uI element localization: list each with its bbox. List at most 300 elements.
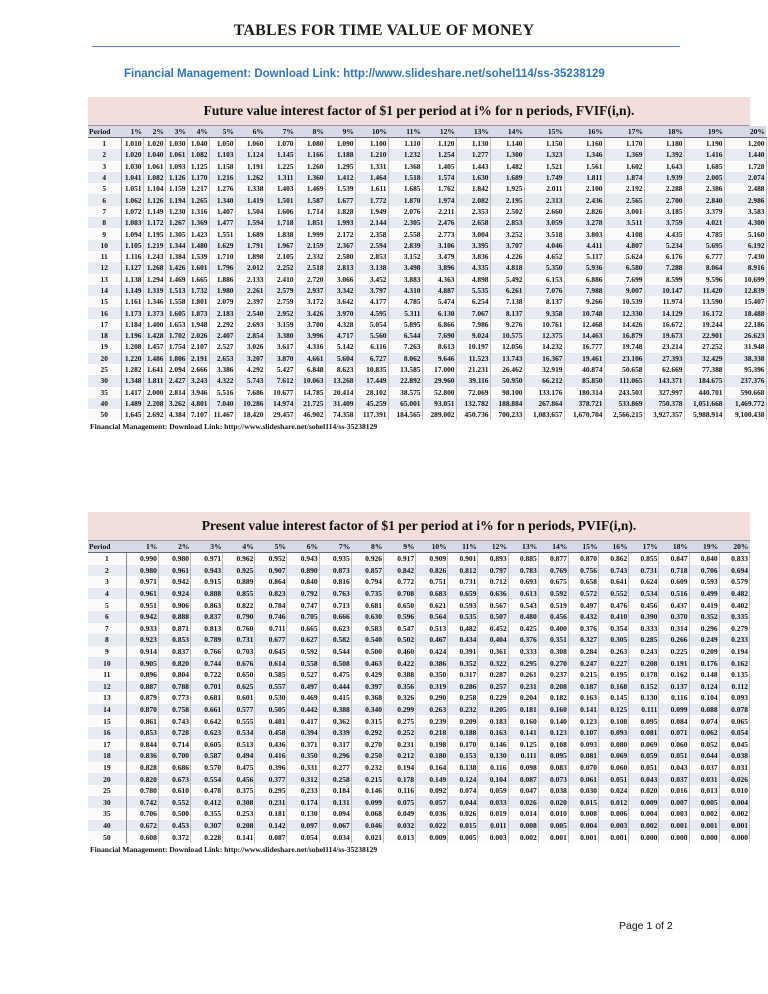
factor-cell: 1.282 — [121, 364, 143, 375]
factor-cell: 17.000 — [422, 364, 456, 375]
table-row — [88, 375, 766, 386]
factor-cell: 1.925 — [490, 183, 524, 194]
factor-cell: 2.292 — [209, 319, 235, 330]
factor-cell: 3.172 — [295, 296, 325, 307]
factor-cell: 26.462 — [490, 364, 524, 375]
factor-cell: 98.100 — [490, 387, 524, 398]
period-cell: 8 — [88, 217, 121, 228]
factor-cell: 0.889 — [223, 576, 255, 588]
factor-cell: 0.863 — [191, 599, 223, 611]
factor-cell: 7.288 — [644, 262, 684, 273]
factor-cell: 0.339 — [319, 727, 351, 739]
factor-cell: 5.427 — [265, 364, 295, 375]
factor-cell: 0.160 — [508, 715, 538, 727]
factor-cell: 1.967 — [265, 240, 295, 251]
factor-cell: 3.026 — [235, 341, 265, 352]
factor-cell: 0.001 — [689, 820, 719, 832]
factor-cell: 1.230 — [165, 206, 187, 217]
factor-cell: 0.508 — [319, 657, 351, 669]
factor-cell: 1.749 — [524, 172, 564, 183]
factor-cell: 533.869 — [604, 398, 644, 409]
factor-cell: 0.098 — [508, 762, 538, 774]
factor-cell: 1.100 — [355, 138, 388, 150]
factor-cell: 0.087 — [508, 773, 538, 785]
factor-cell: 0.906 — [158, 599, 190, 611]
factor-cell: 0.104 — [689, 692, 719, 704]
factor-cell: 0.735 — [351, 588, 383, 600]
factor-cell: 1.208 — [121, 341, 143, 352]
factor-cell: 0.191 — [659, 657, 689, 669]
factor-cell: 7.076 — [524, 285, 564, 296]
factor-cell: 0.593 — [689, 576, 719, 588]
factor-cell: 85.850 — [564, 375, 604, 386]
factor-cell: 4.316 — [295, 341, 325, 352]
factor-cell: 1.440 — [724, 149, 766, 160]
factor-cell: 0.125 — [508, 739, 538, 751]
factor-cell: 1.348 — [121, 375, 143, 386]
factor-cell: 1.806 — [165, 353, 187, 364]
factor-cell: 23.106 — [604, 353, 644, 364]
factor-cell: 0.052 — [689, 739, 719, 751]
factor-cell: 0.111 — [508, 750, 538, 762]
factor-cell: 3.642 — [325, 296, 355, 307]
factor-cell: 0.658 — [568, 576, 598, 588]
factor-cell: 0.232 — [448, 704, 478, 716]
factor-cell: 0.887 — [126, 681, 158, 693]
factor-cell: 0.890 — [287, 565, 319, 577]
factor-cell: 2.854 — [235, 330, 265, 341]
factor-cell: 0.907 — [255, 565, 287, 577]
table-row — [88, 588, 750, 600]
factor-cell: 0.820 — [126, 773, 158, 785]
factor-cell: 46.902 — [295, 409, 325, 420]
factor-cell: 0.112 — [719, 681, 749, 693]
factor-cell: 1.842 — [456, 183, 490, 194]
table-row — [88, 785, 750, 797]
fvif-table — [88, 126, 767, 420]
factor-cell: 5.492 — [490, 274, 524, 285]
table-row — [88, 762, 750, 774]
factor-cell: 0.045 — [719, 739, 749, 751]
factor-cell: 1.417 — [121, 387, 143, 398]
factor-cell: 50.950 — [490, 375, 524, 386]
factor-cell: 0.429 — [351, 669, 383, 681]
factor-cell: 2.159 — [295, 240, 325, 251]
factor-cell: 7.699 — [604, 274, 644, 285]
period-cell: 5 — [88, 183, 121, 194]
factor-cell: 1.873 — [187, 307, 209, 318]
factor-cell: 39.116 — [456, 375, 490, 386]
factor-cell: 0.270 — [351, 739, 383, 751]
factor-cell: 14.463 — [564, 330, 604, 341]
factor-cell: 2.436 — [564, 194, 604, 205]
table-row — [88, 820, 750, 832]
factor-cell: 2.840 — [684, 194, 724, 205]
table-row — [88, 553, 750, 565]
period-cell: 25 — [88, 785, 126, 797]
factor-cell: 0.022 — [416, 820, 448, 832]
factor-cell: 27.393 — [644, 353, 684, 364]
factor-cell: 0.002 — [508, 831, 538, 843]
factor-cell: 0.135 — [719, 669, 749, 681]
factor-cell: 0.009 — [416, 831, 448, 843]
factor-cell: 2.100 — [564, 183, 604, 194]
table-row — [88, 727, 750, 739]
factor-cell: 0.864 — [255, 576, 287, 588]
factor-cell: 0.713 — [319, 599, 351, 611]
factor-cell: 12.056 — [490, 341, 524, 352]
factor-cell: 1.513 — [165, 285, 187, 296]
factor-cell: 0.636 — [478, 588, 508, 600]
factor-cell: 7.263 — [388, 341, 422, 352]
factor-cell: 0.228 — [191, 831, 223, 843]
factor-cell: 0.797 — [478, 565, 508, 577]
factor-cell: 0.296 — [689, 623, 719, 635]
factor-cell: 1.643 — [644, 161, 684, 172]
factor-cell: 0.530 — [255, 692, 287, 704]
rate-column-header: 16% — [599, 541, 629, 553]
factor-cell: 1.754 — [165, 341, 187, 352]
factor-cell: 0.148 — [689, 669, 719, 681]
factor-cell: 1.170 — [604, 138, 644, 150]
factor-cell: 0.714 — [158, 739, 190, 751]
factor-cell: 0.436 — [255, 739, 287, 751]
factor-cell: 1.974 — [422, 194, 456, 205]
factor-cell: 5.535 — [456, 285, 490, 296]
factor-cell: 2.814 — [165, 387, 187, 398]
factor-cell: 2.720 — [295, 274, 325, 285]
factor-cell: 0.933 — [126, 623, 158, 635]
factor-cell: 0.552 — [599, 588, 629, 600]
rate-column-header: 17% — [629, 541, 659, 553]
factor-cell: 0.116 — [659, 692, 689, 704]
factor-cell: 9.276 — [490, 319, 524, 330]
factor-cell: 0.060 — [659, 739, 689, 751]
factor-cell: 0.434 — [448, 634, 478, 646]
factor-cell: 0.044 — [448, 796, 478, 808]
factor-cell: 10.539 — [604, 296, 644, 307]
factor-cell: 1.407 — [209, 206, 235, 217]
factor-cell: 0.312 — [287, 773, 319, 785]
factor-cell: 0.905 — [126, 657, 158, 669]
factor-cell: 8.064 — [684, 262, 724, 273]
factor-cell: 0.926 — [351, 553, 383, 565]
factor-cell: 15.407 — [724, 296, 766, 307]
factor-cell: 0.942 — [158, 576, 190, 588]
factor-cell: 0.453 — [158, 820, 190, 832]
factor-cell: 0.564 — [416, 611, 448, 623]
factor-cell: 0.673 — [158, 773, 190, 785]
download-link-line[interactable]: Financial Management: Download Link: http://www.slideshare.net/sohel114/ss-35238129 — [124, 68, 605, 80]
factor-cell: 6.153 — [524, 274, 564, 285]
factor-cell: 0.073 — [538, 773, 568, 785]
factor-cell: 1.103 — [209, 149, 235, 160]
factor-cell: 0.184 — [319, 785, 351, 797]
factor-cell: 4.595 — [355, 307, 388, 318]
factor-cell: 50.658 — [604, 364, 644, 375]
factor-cell: 0.705 — [287, 611, 319, 623]
factor-cell: 0.708 — [383, 588, 415, 600]
factor-cell: 2.773 — [422, 228, 456, 239]
period-cell: 1 — [88, 138, 121, 150]
factor-cell: 0.194 — [719, 646, 749, 658]
factor-cell: 0.497 — [287, 681, 319, 693]
factor-cell: 0.071 — [659, 727, 689, 739]
rate-column-header: 20% — [724, 126, 766, 138]
factor-cell: 2.666 — [187, 364, 209, 375]
factor-cell: 0.535 — [448, 611, 478, 623]
factor-cell: 2.105 — [265, 251, 295, 262]
factor-cell: 2.759 — [265, 296, 295, 307]
factor-cell: 1.718 — [265, 217, 295, 228]
table-row — [88, 657, 750, 669]
period-column-header: Period — [88, 541, 126, 553]
factor-cell: 0.308 — [538, 646, 568, 658]
factor-cell: 0.961 — [158, 565, 190, 577]
factor-cell: 0.500 — [158, 808, 190, 820]
factor-cell: 0.896 — [126, 669, 158, 681]
factor-cell: 2.692 — [143, 409, 165, 420]
factor-cell: 3.252 — [490, 228, 524, 239]
factor-cell: 0.990 — [126, 553, 158, 565]
factor-cell: 0.857 — [351, 565, 383, 577]
period-cell: 30 — [88, 375, 121, 386]
factor-cell: 1,670.704 — [564, 409, 604, 420]
factor-cell: 6.544 — [388, 330, 422, 341]
table-row — [88, 715, 750, 727]
factor-cell: 2.074 — [724, 172, 766, 183]
factor-cell: 1.172 — [143, 217, 165, 228]
factor-cell: 289.002 — [422, 409, 456, 420]
factor-cell: 0.292 — [351, 727, 383, 739]
factor-cell: 0.621 — [416, 599, 448, 611]
period-cell: 13 — [88, 274, 121, 285]
factor-cell: 1.276 — [209, 183, 235, 194]
factor-cell: 0.613 — [508, 588, 538, 600]
factor-cell: 10.835 — [355, 364, 388, 375]
factor-cell: 0.002 — [719, 808, 749, 820]
table-row — [88, 773, 750, 785]
factor-cell: 1.127 — [121, 262, 143, 273]
factor-cell: 1.072 — [121, 206, 143, 217]
factor-cell: 0.694 — [719, 565, 749, 577]
factor-cell: 4.661 — [295, 353, 325, 364]
period-cell: 40 — [88, 820, 126, 832]
factor-cell: 3.278 — [564, 217, 604, 228]
factor-cell: 2.358 — [355, 228, 388, 239]
factor-cell: 45.259 — [355, 398, 388, 409]
factor-cell: 19.244 — [684, 319, 724, 330]
factor-cell: 1.090 — [325, 138, 355, 150]
factor-cell: 21.725 — [295, 398, 325, 409]
factor-cell: 0.307 — [191, 820, 223, 832]
factor-cell: 0.836 — [126, 750, 158, 762]
factor-cell: 3.707 — [490, 240, 524, 251]
factor-cell: 0.296 — [319, 750, 351, 762]
factor-cell: 0.701 — [191, 681, 223, 693]
factor-cell: 1.611 — [355, 183, 388, 194]
factor-cell: 133.176 — [524, 387, 564, 398]
factor-cell: 1.020 — [143, 138, 165, 150]
factor-cell: 1.886 — [209, 274, 235, 285]
factor-cell: 2.079 — [209, 296, 235, 307]
factor-cell: 3.004 — [456, 228, 490, 239]
factor-cell: 1.689 — [235, 228, 265, 239]
factor-cell: 0.391 — [448, 646, 478, 658]
factor-cell: 0.116 — [383, 785, 415, 797]
factor-cell: 0.054 — [719, 727, 749, 739]
factor-cell: 1.939 — [644, 172, 684, 183]
factor-cell: 0.099 — [659, 704, 689, 716]
rate-column-header: 4% — [187, 126, 209, 138]
factor-cell: 0.871 — [158, 623, 190, 635]
factor-cell: 17.449 — [355, 375, 388, 386]
factor-cell: 74.358 — [325, 409, 355, 420]
factor-cell: 0.587 — [191, 750, 223, 762]
factor-cell: 0.376 — [568, 623, 598, 635]
factor-cell: 0.592 — [287, 646, 319, 658]
factor-cell: 0.030 — [568, 785, 598, 797]
factor-cell: 0.971 — [191, 553, 223, 565]
factor-cell: 0.057 — [416, 796, 448, 808]
factor-cell: 2.693 — [235, 319, 265, 330]
factor-cell: 0.924 — [158, 588, 190, 600]
factor-cell: 10.677 — [265, 387, 295, 398]
factor-cell: 4.177 — [355, 296, 388, 307]
factor-cell: 0.623 — [319, 623, 351, 635]
factor-cell: 1.346 — [564, 149, 604, 160]
factor-cell: 2.313 — [524, 194, 564, 205]
factor-cell: 0.661 — [191, 704, 223, 716]
factor-cell: 9.646 — [422, 353, 456, 364]
factor-cell: 0.095 — [538, 750, 568, 762]
table-row — [88, 623, 750, 635]
factor-cell: 2.594 — [355, 240, 388, 251]
factor-cell: 5.142 — [325, 341, 355, 352]
table-row — [88, 565, 750, 577]
rate-column-header: 15% — [524, 126, 564, 138]
factor-cell: 0.317 — [319, 739, 351, 751]
factor-cell: 0.181 — [255, 808, 287, 820]
factor-cell: 0.037 — [689, 762, 719, 774]
table-row — [88, 796, 750, 808]
factor-cell: 2.658 — [456, 217, 490, 228]
factor-cell: 0.570 — [191, 762, 223, 774]
factor-cell: 6.777 — [684, 251, 724, 262]
factor-cell: 0.552 — [158, 796, 190, 808]
factor-cell: 0.287 — [478, 669, 508, 681]
factor-cell: 3.066 — [325, 274, 355, 285]
factor-cell: 0.130 — [287, 808, 319, 820]
factor-cell: 29.457 — [265, 409, 295, 420]
factor-cell: 1.602 — [604, 161, 644, 172]
factor-cell: 0.558 — [287, 657, 319, 669]
factor-cell: 3.262 — [165, 398, 187, 409]
factor-cell: 1.949 — [355, 206, 388, 217]
factor-cell: 3.511 — [604, 217, 644, 228]
table-row — [88, 296, 766, 307]
factor-cell: 0.012 — [599, 796, 629, 808]
factor-cell: 0.500 — [351, 646, 383, 658]
table-row — [88, 398, 766, 409]
factor-cell: 1.130 — [456, 138, 490, 150]
factor-cell: 0.527 — [287, 669, 319, 681]
factor-cell: 1.050 — [209, 138, 235, 150]
factor-cell: 1.587 — [295, 194, 325, 205]
factor-cell: 29.960 — [422, 375, 456, 386]
factor-cell: 14.974 — [265, 398, 295, 409]
factor-cell: 3.583 — [724, 206, 766, 217]
factor-cell: 2.305 — [388, 217, 422, 228]
factor-cell: 0.677 — [255, 634, 287, 646]
factor-cell: 3.970 — [325, 307, 355, 318]
factor-cell: 0.308 — [223, 796, 255, 808]
factor-cell: 0.233 — [719, 634, 749, 646]
factor-cell: 0.036 — [416, 808, 448, 820]
factor-cell: 3.380 — [265, 330, 295, 341]
factor-cell: 1.594 — [235, 217, 265, 228]
factor-cell: 0.567 — [478, 599, 508, 611]
table-row — [88, 307, 766, 318]
factor-cell: 0.093 — [719, 692, 749, 704]
rate-column-header: 13% — [508, 541, 538, 553]
page-title: TABLES FOR TIME VALUE OF MONEY — [233, 22, 535, 39]
factor-cell: 11.974 — [644, 296, 684, 307]
period-cell: 6 — [88, 194, 121, 205]
factor-cell: 0.816 — [319, 576, 351, 588]
factor-cell: 0.130 — [629, 692, 659, 704]
factor-cell: 0.675 — [538, 576, 568, 588]
table-row — [88, 576, 750, 588]
factor-cell: 0.582 — [319, 634, 351, 646]
factor-cell: 0.299 — [383, 704, 415, 716]
factor-cell: 0.475 — [319, 669, 351, 681]
factor-cell: 1.125 — [187, 161, 209, 172]
rate-column-header: 14% — [538, 541, 568, 553]
factor-cell: 2.133 — [235, 274, 265, 285]
factor-cell: 1.521 — [524, 161, 564, 172]
factor-cell: 2.288 — [644, 183, 684, 194]
factor-cell: 0.233 — [287, 785, 319, 797]
factor-cell: 14.426 — [604, 319, 644, 330]
factor-cell: 66.212 — [524, 375, 564, 386]
factor-cell: 0.437 — [659, 599, 689, 611]
factor-cell: 0.980 — [126, 565, 158, 577]
factor-cell: 1.083 — [121, 217, 143, 228]
factor-cell: 3.138 — [355, 262, 388, 273]
factor-cell: 12.839 — [724, 285, 766, 296]
factor-cell: 0.424 — [416, 646, 448, 658]
period-cell: 7 — [88, 623, 126, 635]
pvif-table-title: Present value interest factor of $1 per period at i% for n periods, PVIF(i,n). — [88, 512, 750, 541]
factor-cell: 0.961 — [126, 588, 158, 600]
factor-cell: 0.020 — [629, 785, 659, 797]
factor-cell: 0.706 — [126, 808, 158, 820]
rate-column-header: 18% — [644, 126, 684, 138]
factor-cell: 0.163 — [568, 692, 598, 704]
period-cell: 50 — [88, 409, 121, 420]
factor-cell: 0.326 — [383, 692, 415, 704]
period-cell: 20 — [88, 773, 126, 785]
factor-cell: 3.518 — [524, 228, 564, 239]
factor-cell: 0.013 — [689, 785, 719, 797]
factor-cell: 0.534 — [629, 588, 659, 600]
factor-cell: 0.031 — [719, 762, 749, 774]
factor-cell: 0.010 — [538, 808, 568, 820]
period-cell: 14 — [88, 704, 126, 716]
factor-cell: 0.004 — [629, 808, 659, 820]
factor-cell: 2.332 — [295, 251, 325, 262]
